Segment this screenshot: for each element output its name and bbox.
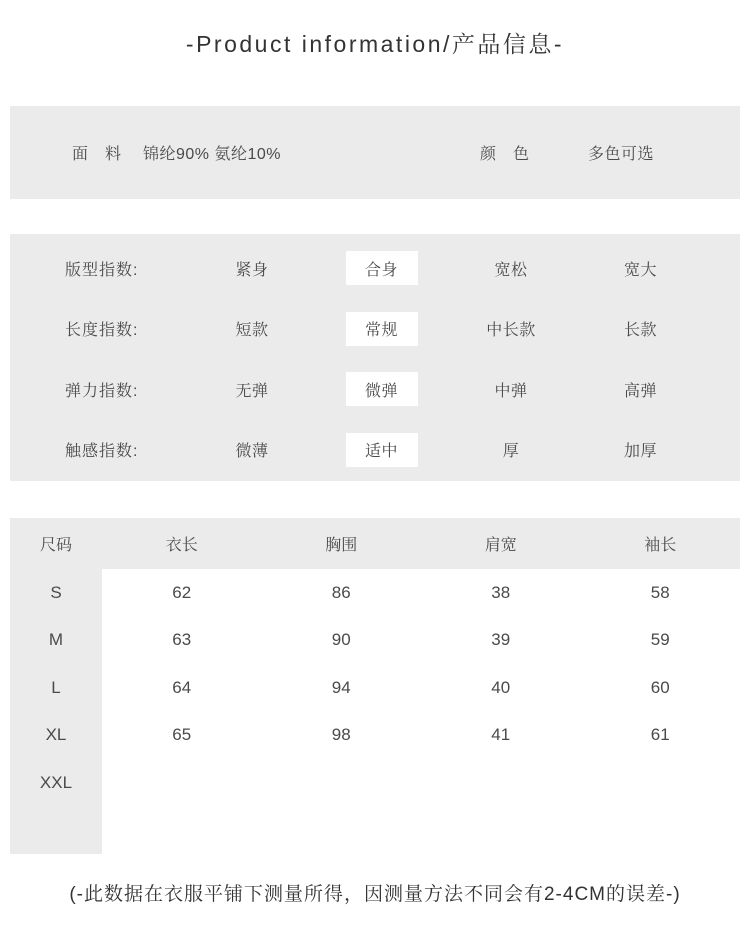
value-cell: 98 xyxy=(262,712,422,760)
thickness-index-row xyxy=(10,420,740,481)
elasticity-option: 无弹 xyxy=(235,382,269,400)
header-size: 尺码 xyxy=(10,518,102,569)
table-row-m xyxy=(10,617,740,665)
page-title: -Product information/产品信息- xyxy=(185,31,565,57)
size-cell xyxy=(10,807,102,855)
fit-option: 宽大 xyxy=(623,261,657,279)
thickness-option-selected: 适中 xyxy=(346,433,418,467)
value-cell xyxy=(262,807,422,855)
table-row-l xyxy=(10,664,740,712)
fabric-color-section xyxy=(10,106,740,199)
header-bust: 胸围 xyxy=(262,518,422,569)
value-cell: 59 xyxy=(581,617,741,665)
size-cell: M xyxy=(10,617,102,665)
value-cell xyxy=(421,807,581,855)
color-label: 颜 色 xyxy=(480,146,530,163)
value-cell xyxy=(102,759,262,807)
elasticity-option: 中弹 xyxy=(494,382,528,400)
header-sleeve: 袖长 xyxy=(581,518,741,569)
length-index-row xyxy=(10,299,740,360)
size-cell: XL xyxy=(10,712,102,760)
color-value: 多色可选 xyxy=(588,146,655,163)
value-cell: 65 xyxy=(102,712,262,760)
length-index-label: 长度指数: xyxy=(65,322,139,340)
fit-option: 宽松 xyxy=(494,261,528,279)
value-cell: 38 xyxy=(421,569,581,617)
header-garment-length: 衣长 xyxy=(102,518,262,569)
elasticity-option: 高弹 xyxy=(623,382,657,400)
value-cell: 86 xyxy=(262,569,422,617)
size-table xyxy=(10,518,740,854)
value-cell xyxy=(581,807,741,855)
fit-index-label: 版型指数: xyxy=(65,261,139,279)
elasticity-option-selected: 微弹 xyxy=(346,372,418,406)
header-shoulder: 肩宽 xyxy=(421,518,581,569)
index-section xyxy=(10,234,740,481)
table-row-xxl xyxy=(10,759,740,807)
value-cell xyxy=(262,759,422,807)
value-cell: 90 xyxy=(262,617,422,665)
size-cell: L xyxy=(10,664,102,712)
fabric-value: 锦纶90% 氨纶10% xyxy=(143,146,281,163)
value-cell: 40 xyxy=(421,664,581,712)
value-cell: 61 xyxy=(581,712,741,760)
value-cell: 63 xyxy=(102,617,262,665)
elasticity-index-row xyxy=(10,359,740,420)
length-option: 长款 xyxy=(623,322,657,340)
thickness-option: 厚 xyxy=(502,443,520,461)
table-row-empty xyxy=(10,807,740,855)
fit-option: 紧身 xyxy=(235,261,269,279)
product-info-page xyxy=(0,26,750,943)
value-cell: 41 xyxy=(421,712,581,760)
value-cell xyxy=(581,759,741,807)
value-cell: 94 xyxy=(262,664,422,712)
value-cell xyxy=(421,759,581,807)
table-row-s xyxy=(10,569,740,617)
length-option: 中长款 xyxy=(486,322,536,340)
thickness-option: 微薄 xyxy=(235,443,269,461)
size-cell: S xyxy=(10,569,102,617)
size-cell: XXL xyxy=(10,759,102,807)
thickness-index-label: 触感指数: xyxy=(65,443,139,461)
measurement-note: (-此数据在衣服平铺下测量所得，因测量方法不同会有2-4CM的误差-) xyxy=(69,884,681,905)
fabric-label: 面 料 xyxy=(72,146,122,163)
value-cell: 39 xyxy=(421,617,581,665)
thickness-option: 加厚 xyxy=(623,443,657,461)
value-cell xyxy=(102,807,262,855)
table-row-xl xyxy=(10,712,740,760)
elasticity-index-label: 弹力指数: xyxy=(65,382,139,400)
value-cell: 58 xyxy=(581,569,741,617)
length-option: 短款 xyxy=(235,322,269,340)
size-table-header xyxy=(10,518,740,569)
value-cell: 62 xyxy=(102,569,262,617)
length-option-selected: 常规 xyxy=(346,312,418,346)
fit-option-selected: 合身 xyxy=(346,251,418,285)
value-cell: 60 xyxy=(581,664,741,712)
value-cell: 64 xyxy=(102,664,262,712)
fit-index-row xyxy=(10,238,740,299)
